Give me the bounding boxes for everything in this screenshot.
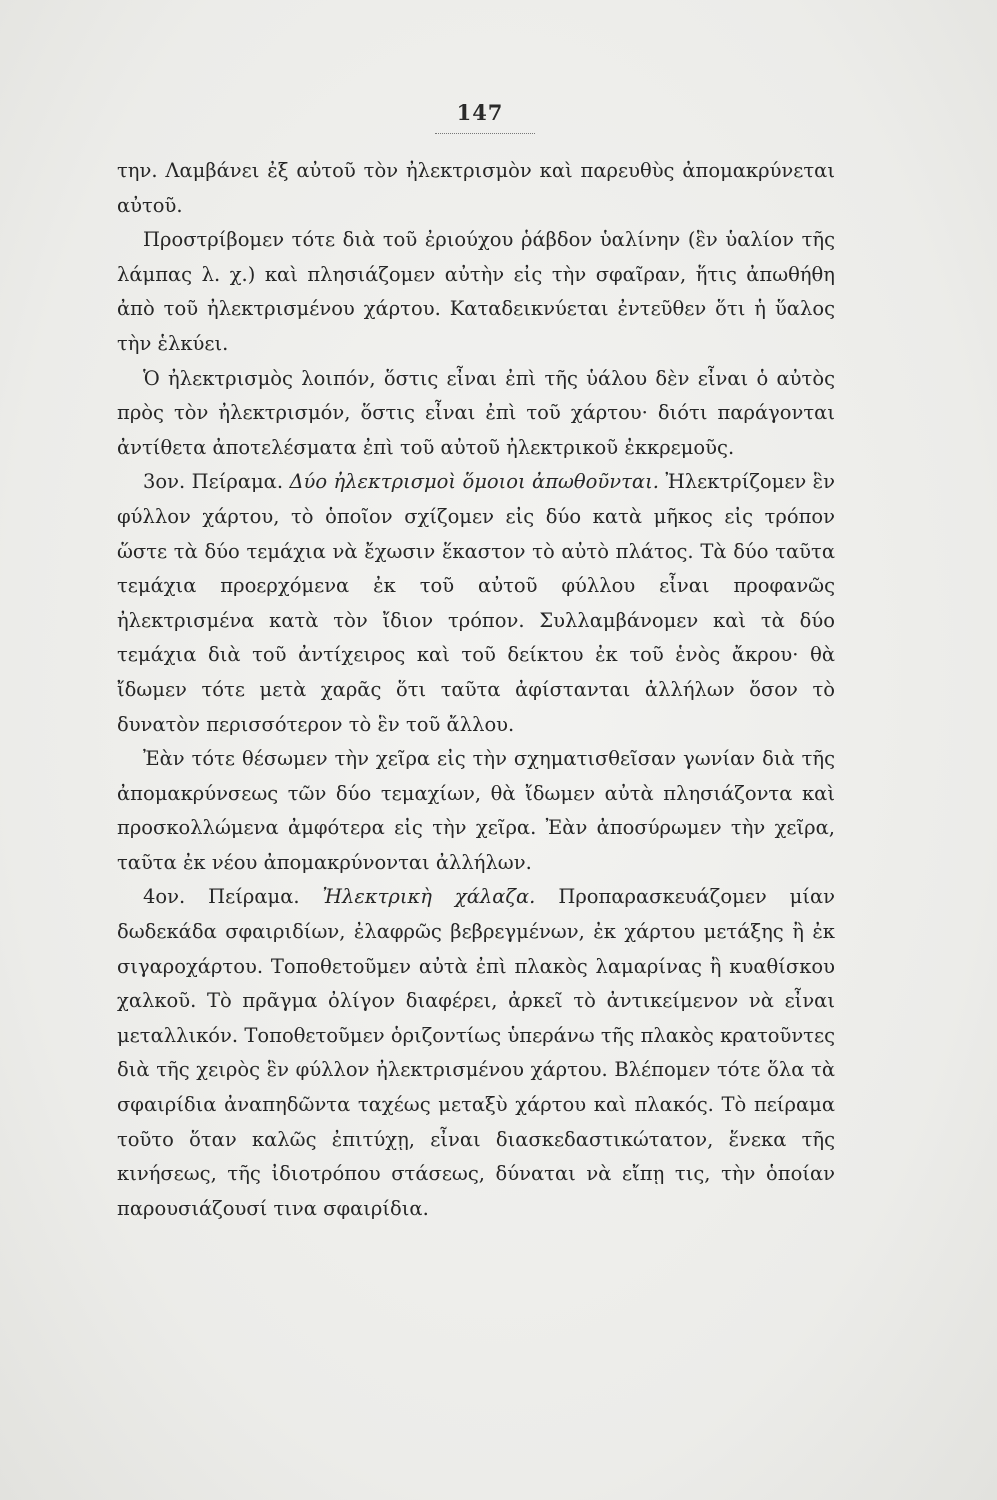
experiment-lead: 3ον. Πείραμα. <box>143 470 284 494</box>
paragraph-text: Ἐὰν τότε θέσωμεν τὴν χεῖρα εἰς τὴν σχηματισθεῖσαν γωνίαν διὰ τῆς ἀπομακρύνσεως τῶν δύο τεμαχίων, θὰ ἴδωμεν αὐτὰ πλησιάζοντα καὶ προσκολλώμενα ἀμφότερα εἰς τὴν χεῖρα. Ἐὰν ἀποσύρωμεν τὴν χεῖρα, ταῦτα ἐκ νέου ἀπομακρύνονται ἀλλήλων. <box>117 747 835 874</box>
header-rule <box>435 133 535 134</box>
paragraph-continuation <box>117 154 835 223</box>
experiment-title: Δύο ἠλεκτρισμοὶ ὅμοιοι ἀπωθοῦνται. <box>289 470 659 494</box>
experiment-lead: 4ον. Πείραμα. <box>143 885 300 909</box>
paragraph-text: Ὁ ἠλεκτρισμὸς λοιπόν, ὅστις εἶναι ἐπὶ τῆς ὑάλου δὲν εἶναι ὁ αὐτὸς πρὸς τὸν ἠλεκτρισμόν, ὅστις εἶναι ἐπὶ τοῦ χάρτου· διότι παράγονται ἀντίθετα ἀποτελέσματα ἐπὶ τοῦ αὐτοῦ ἠλεκτρικοῦ ἐκκρεμοῦς. <box>117 366 835 459</box>
body-text <box>117 154 835 1226</box>
paragraph <box>117 742 835 880</box>
experiment-title: Ἠλεκτρικὴ χάλαζα. <box>322 885 536 909</box>
paragraph <box>117 223 835 361</box>
paragraph-text: Προπαρασκευάζομεν μίαν δωδεκάδα σφαιριδίων, ἐλαφρῶς βεβρεγμένων, ἐκ χάρτου μετάξης ἢ ἐκ σιγαροχάρτου. Τοποθετοῦμεν αὐτὰ ἐπὶ πλακὸς λαμαρίνας ἢ κυαθίσκου χαλκοῦ. Τὸ πρᾶγμα ὀλίγον διαφέρει, ἀρκεῖ τὸ ἀντικείμενον νὰ εἶναι μεταλλικόν. Τοποθετοῦμεν ὁριζοντίως ὑπεράνω τῆς πλακὸς κρατοῦντες διὰ τῆς χειρὸς ἓν φύλλον ἠλεκτρισμένου χάρτου. Βλέπομεν τότε ὅλα τὰ σφαιρίδια ἀναπηδῶντα ταχέως μεταξὺ χάρτου καὶ πλακός. Τὸ πείραμα τοῦτο ὅταν καλῶς ἐπιτύχῃ, εἶναι διασκεδαστικώτατον, ἕνεκα τῆς κινήσεως, τῆς ἰδιοτρόπου στάσεως, δύναται νὰ εἴπῃ τις, τὴν ὁποίαν παρουσιάζουσί τινα σφαιρίδια. <box>117 885 836 1220</box>
paragraph-text: Ἠλεκτρίζομεν ἓν φύλλον χάρτου, τὸ ὁποῖον σχίζομεν εἰς δύο κατὰ μῆκος εἰς τρόπον ὥστε τὰ δύο τεμάχια νὰ ἔχωσιν ἕκαστον τὸ αὐτὸ πλάτος. Τὰ δύο ταῦτα τεμάχια προερχόμενα ἐκ τοῦ αὐτοῦ φύλλου εἶναι προφανῶς ἠλεκτρισμένα κατὰ τὸν ἴδιον τρόπον. Συλλαμβάνομεν καὶ τὰ δύο τεμάχια διὰ τοῦ ἀντίχειρος καὶ τοῦ δείκτου ἐκ τοῦ ἑνὸς ἄκρου· θὰ ἴδωμεν τότε μετὰ χαρᾶς ὅτι ταῦτα ἀφίστανται ἀλλήλων ὅσον τὸ δυνατὸν περισσότερον τὸ ἓν τοῦ ἄλλου. <box>117 470 836 736</box>
experiment-3-paragraph <box>117 465 835 742</box>
paragraph <box>117 362 835 466</box>
experiment-4-paragraph <box>117 880 835 1226</box>
paragraph-text: Προστρίβομεν τότε διὰ τοῦ ἐριούχου ῥάβδον ὑαλίνην (ἓν ὑαλίον τῆς λάμπας λ. χ.) καὶ πλησιάζομεν αὐτὴν εἰς τὴν σφαῖραν, ἥτις ἀπωθήθη ἀπὸ τοῦ ἠλεκτρισμένου χάρτου. Καταδεικνύεται ἐντεῦθεν ὅτι ἡ ὕαλος τὴν ἑλκύει. <box>117 228 835 355</box>
paragraph-text: την. Λαμβάνει ἐξ αὐτοῦ τὸν ἠλεκτρισμὸν καὶ παρευθὺς ἀπομακρύνεται αὐτοῦ. <box>117 159 835 217</box>
page-number: 147 <box>456 100 504 125</box>
